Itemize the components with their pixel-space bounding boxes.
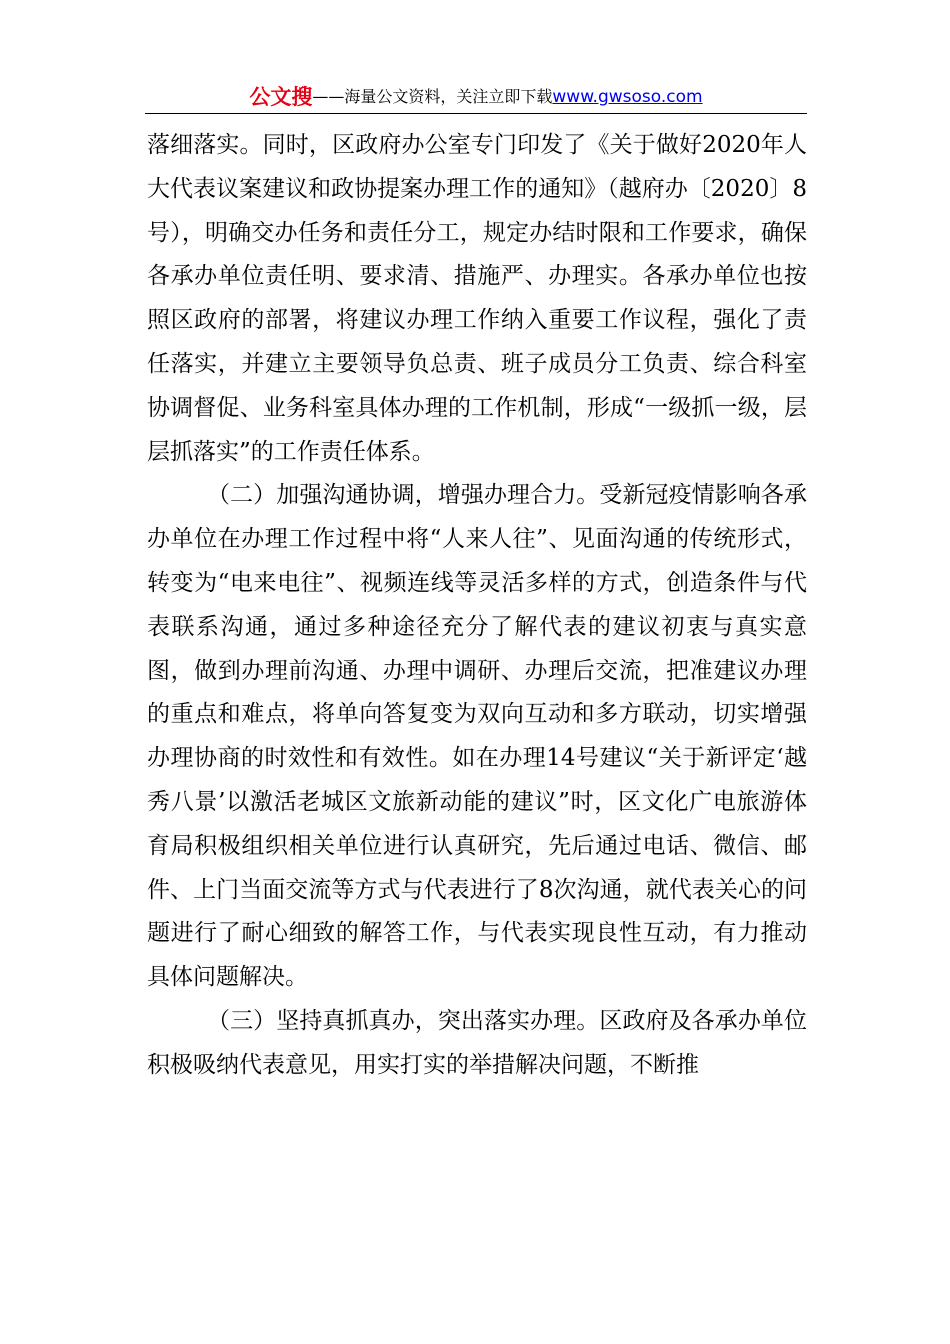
paragraph-section-3: （三）坚持真抓真办，突出落实办理。区政府及各承办单位积极吸纳代表意见，用实打实的举措解决问题，不断推 bbox=[147, 1007, 807, 1078]
document-body bbox=[147, 124, 807, 1088]
page-header bbox=[145, 82, 807, 114]
site-link[interactable]: www.gwsoso.com bbox=[552, 87, 703, 107]
brand-logo-text: 公文搜 bbox=[249, 85, 313, 109]
paragraph-continuation: 落细落实。同时，区政府办公室专门印发了《关于做好2020年人大代表议案建议和政协提案办理工作的通知》（越府办〔2020〕8号），明确交办任务和责任分工，规定办结时限和工作要求，确保各承办单位责任明、要求清、措施严、办理实。各承办单位也按照区政府的部署，将建议办理工作纳入重要工作议程，强化了责任落实，并建立主要领导负总责、班子成员分工负责、综合科室协调督促、业务科室具体办理的工作机制，形成“一级抓一级，层层抓落实”的工作责任体系。 bbox=[147, 132, 807, 465]
header-tagline: ——海量公文资料，关注立即下载 bbox=[312, 87, 553, 106]
paragraph-section-2: （二）加强沟通协调，增强办理合力。受新冠疫情影响各承办单位在办理工作过程中将“人来人往”、见面沟通的传统形式，转变为“电来电往”、视频连线等灵活多样的方式，创造条件与代表联系沟通，通过多种途径充分了解代表的建议初衷与真实意图，做到办理前沟通、办理中调研、办理后交流，把准建议办理的重点和难点，将单向答复变为双向互动和多方联动，切实增强办理协商的时效性和有效性。如在办理14号建议“关于新评定‘越秀八景’以激活老城区文旅新动能的建议”时，区文化广电旅游体育局积极组织相关单位进行认真研究，先后通过电话、微信、邮件、上门当面交流等方式与代表进行了8次沟通，就代表关心的问题进行了耐心细致的解答工作，与代表实现良性互动，有力推动具体问题解决。 bbox=[147, 482, 807, 991]
